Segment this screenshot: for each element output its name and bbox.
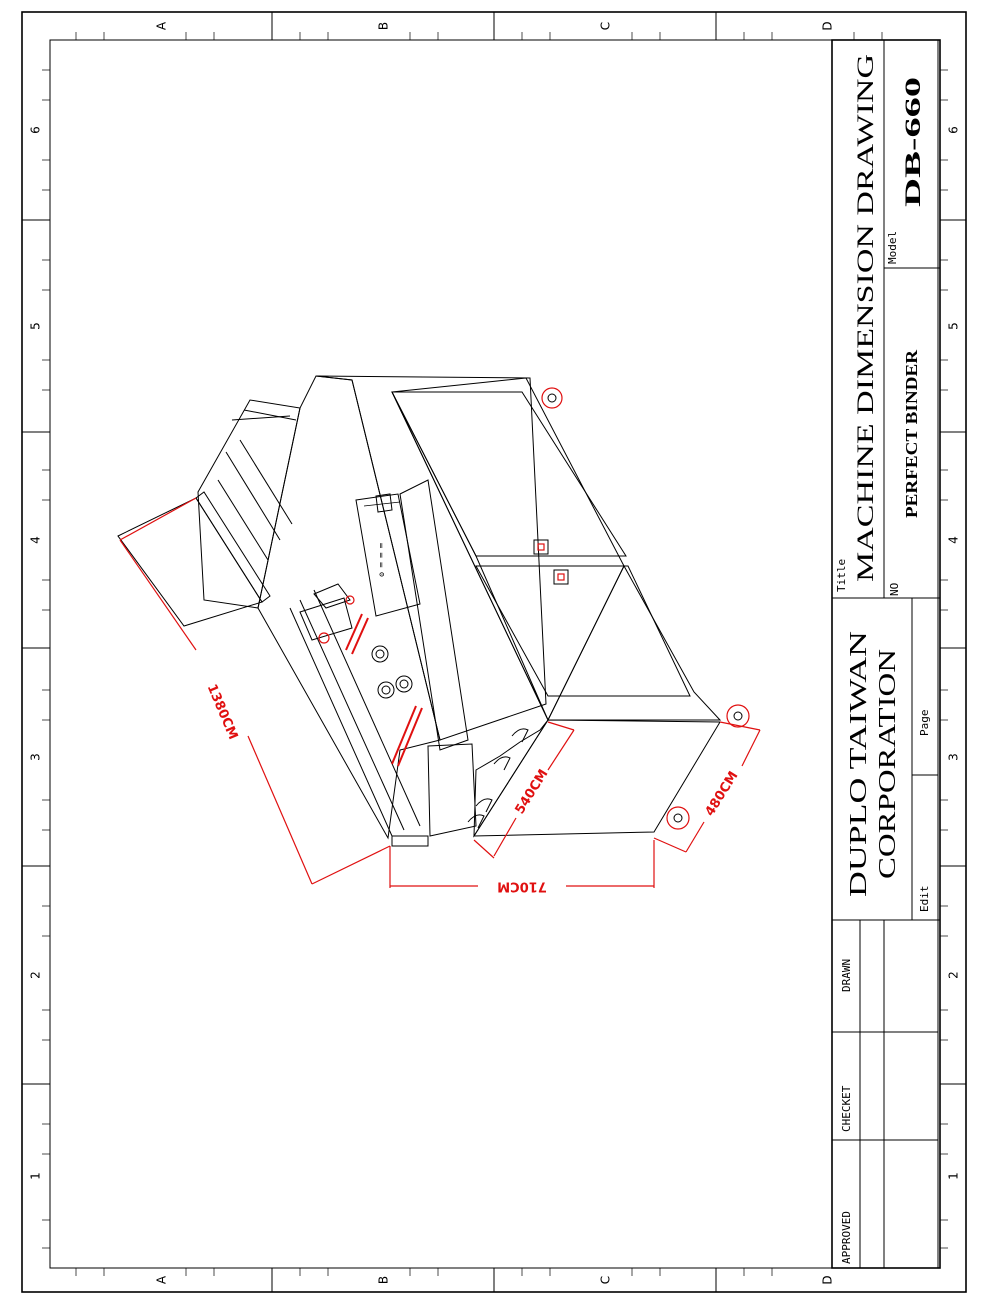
company-name-line2: CORPORATION bbox=[875, 710, 901, 879]
zone-number-left-4: 4 bbox=[28, 536, 43, 544]
zone-letter-bottom-d: D bbox=[820, 1275, 835, 1285]
zone-number-right-2: 2 bbox=[946, 971, 961, 979]
dimension-depth-label: 540CM bbox=[512, 766, 552, 818]
model-number: DB-660 bbox=[900, 136, 925, 207]
zone-number-left-1: 1 bbox=[28, 1172, 43, 1180]
drawing-title: MACHINE DIMENSION DRAWING bbox=[853, 224, 878, 582]
svg-text:ʘ ═ ═ ═: ʘ ═ ═ ═ bbox=[377, 543, 386, 577]
zone-number-right-6: 6 bbox=[946, 126, 961, 134]
dimension-length-label: 1380CM bbox=[203, 682, 241, 742]
zone-letter-top-a: A bbox=[154, 21, 169, 31]
zone-number-left-2: 2 bbox=[28, 971, 43, 979]
zone-letter-bottom-a: A bbox=[154, 1275, 169, 1285]
zone-number-left-3: 3 bbox=[28, 753, 43, 761]
no-label: NO bbox=[888, 582, 901, 596]
model-label: Model bbox=[886, 230, 899, 264]
zone-letter-top-d: D bbox=[820, 21, 835, 31]
dimension-width-label: 710CM bbox=[497, 878, 547, 894]
approved-label: APPROVED bbox=[840, 1211, 853, 1264]
zone-number-left-5: 5 bbox=[28, 322, 43, 330]
product-name: PERFECT BINDER bbox=[902, 368, 921, 518]
dimension-height-label: 480CM bbox=[702, 768, 742, 820]
inner-border bbox=[50, 40, 940, 1268]
edit-label: Edit bbox=[918, 885, 931, 912]
title-block bbox=[832, 40, 940, 1268]
outer-border bbox=[22, 12, 966, 1292]
zone-number-right-1: 1 bbox=[946, 1172, 961, 1180]
title-label: Title bbox=[835, 558, 848, 592]
drawn-label: DRAWN bbox=[840, 958, 853, 992]
zone-letter-top-c: C bbox=[598, 21, 613, 31]
zone-letter-bottom-c: C bbox=[598, 1275, 613, 1285]
zone-number-right-5: 5 bbox=[946, 322, 961, 330]
zone-letter-top-b: B bbox=[376, 21, 391, 31]
zone-number-right-4: 4 bbox=[946, 536, 961, 544]
ruler-ticks bbox=[42, 32, 948, 1276]
zone-number-right-3: 3 bbox=[946, 753, 961, 761]
checked-label: CHECKET bbox=[840, 1085, 853, 1132]
company-name-line1: DUPLO TAIWAN bbox=[846, 718, 872, 897]
zone-number-left-6: 6 bbox=[28, 126, 43, 134]
zone-dividers bbox=[22, 12, 966, 1292]
machine-drawing bbox=[118, 376, 749, 846]
page-label: Page bbox=[918, 709, 931, 736]
zone-letter-bottom-b: B bbox=[376, 1275, 391, 1285]
